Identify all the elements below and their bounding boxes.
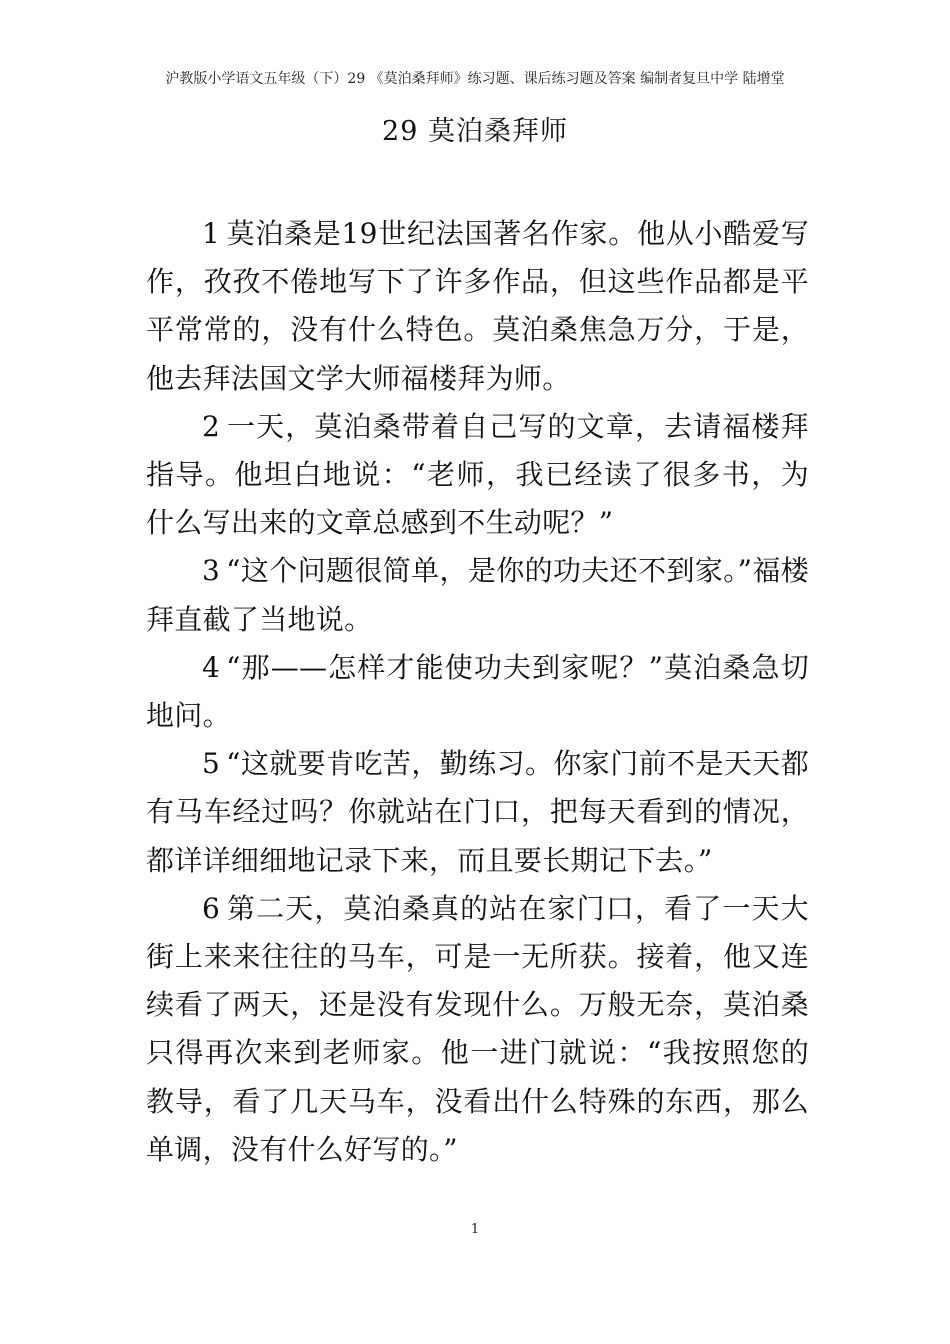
paragraph-6 <box>146 885 809 1174</box>
paragraph-text: 一天，莫泊桑带着自己写的文章，去请福楼拜指导。他坦白地说：“老师，我已经读了很多书，为什么写出来的文章总感到不生动呢？” <box>146 409 809 540</box>
paragraph-text: “这个问题很简单，是你的功夫还不到家。”福楼拜直截了当地说。 <box>146 554 809 636</box>
paragraph-text: “这就要肯吃苦，勤练习。你家门前不是天天都有马车经过吗？你就站在门口，把每天看到的情况，都详详细细地记录下来，而且要长期记下去。” <box>146 747 809 877</box>
paragraph-text: “那——怎样才能使功夫到家呢？”莫泊桑急切地问。 <box>146 650 809 733</box>
paragraph-text: 第二天，莫泊桑真的站在家门口，看了一天大街上来来往往的马车，可是一无所获。接着，他又连续看了两天，还是没有发现什么。万般无奈，莫泊桑只得再次来到老师家。他一进门就说：“我按照您的教导，看了几天马车，没看出什么特殊的东西，那么单调，没有什么好写的。” <box>146 891 809 1166</box>
article-body <box>146 210 809 1174</box>
paragraph-4 <box>146 644 809 740</box>
paragraph-number: 6 <box>202 891 221 925</box>
paragraph-number: 5 <box>202 747 221 781</box>
page-title: 29 莫泊桑拜师 <box>382 116 568 147</box>
running-header: 沪教版小学语文五年级（下）29 《莫泊桑拜师》练习题、课后练习题及答案 编制者复旦中学 陆增堂 <box>165 71 785 87</box>
paragraph-3 <box>146 547 809 643</box>
paragraph-text: 莫泊桑是19世纪法国著名作家。他从小酷爱写作，孜孜不倦地写下了许多作品，但这些作品都是平平常常的，没有什么特色。莫泊桑焦急万分，于是，他去拜法国文学大师福楼拜为师。 <box>146 217 809 395</box>
paragraph-number: 4 <box>202 650 221 684</box>
paragraph-5 <box>146 740 809 885</box>
paragraph-1 <box>146 210 809 403</box>
paragraph-2 <box>146 403 809 548</box>
paragraph-number: 2 <box>202 409 221 443</box>
paragraph-number: 1 <box>202 217 221 250</box>
page-number: 1 <box>470 1222 480 1237</box>
paragraph-number: 3 <box>202 554 221 588</box>
